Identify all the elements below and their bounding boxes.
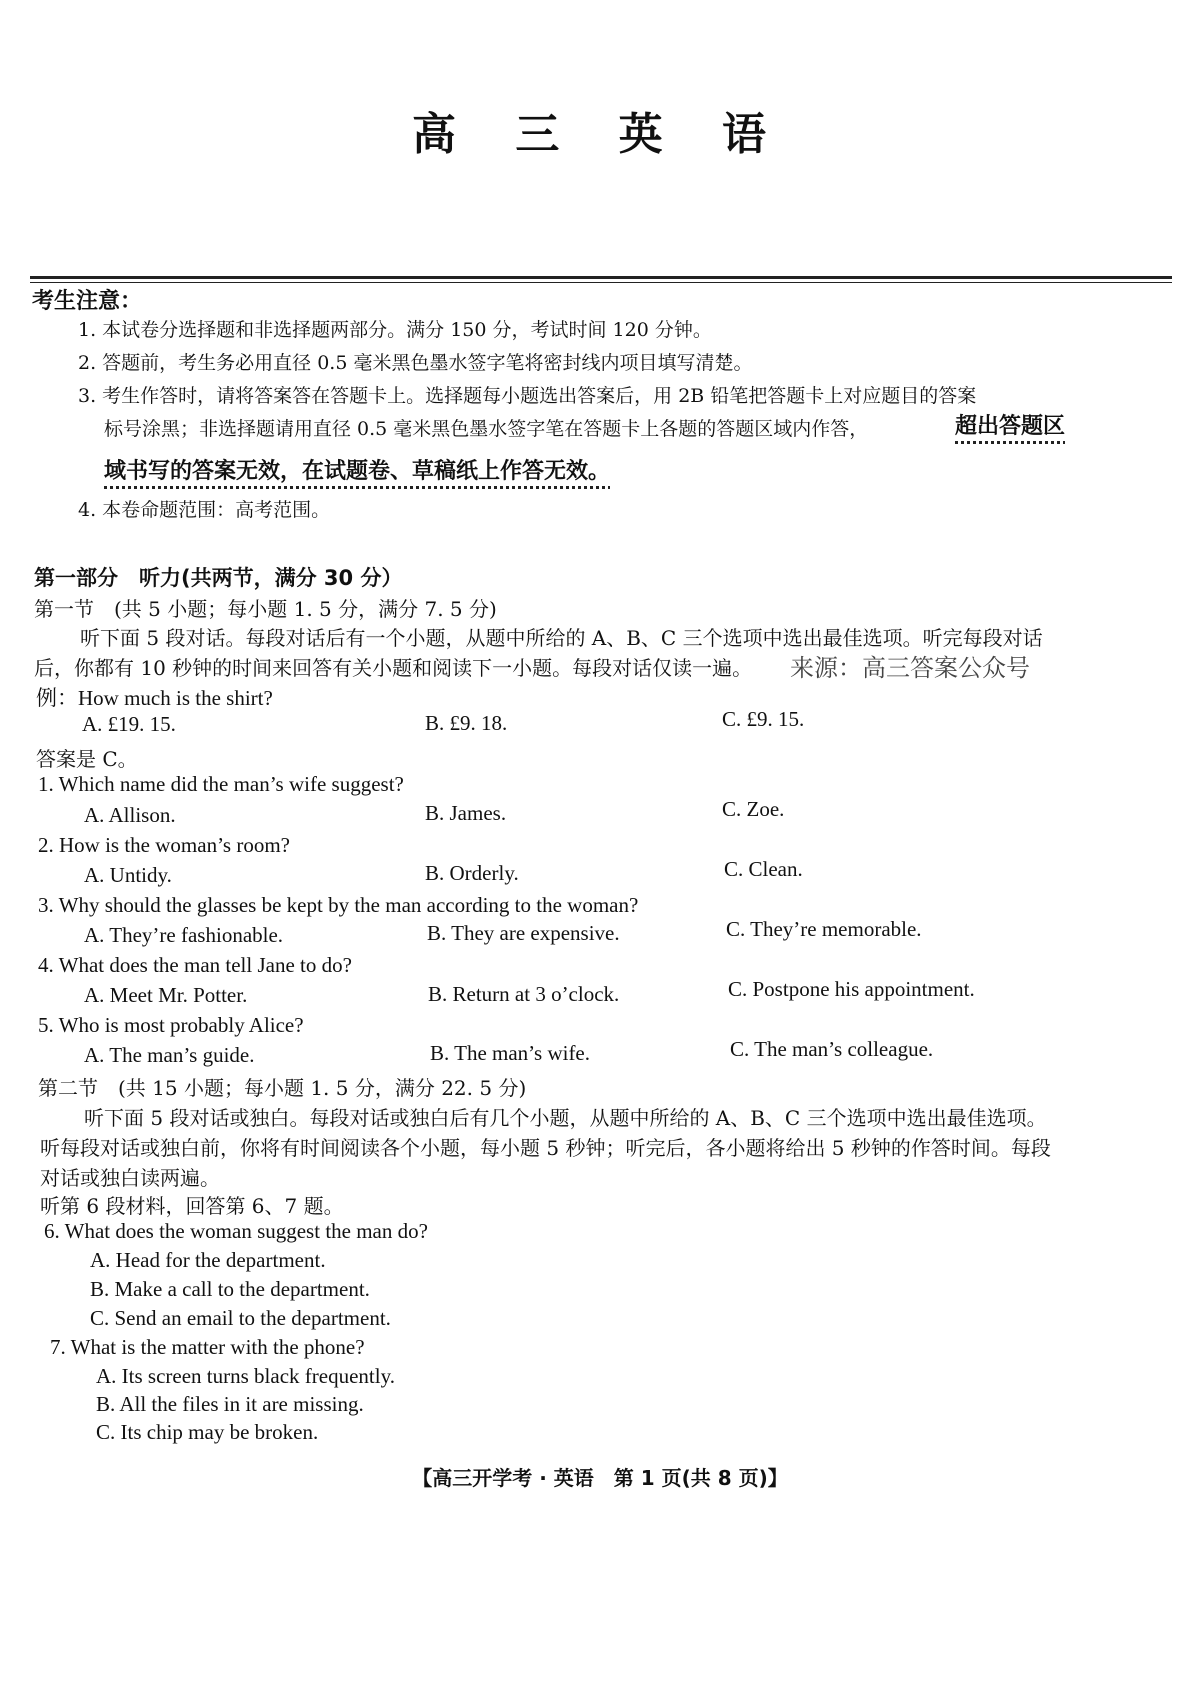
question-1: 1. Which name did the man’s wife suggest?	[38, 772, 404, 796]
q5-option-b: B. The man’s wife.	[430, 1041, 591, 1065]
notice-item-2: 2. 答题前，考生务必用直径 0.5 毫米黑色墨水签字笔将密封线内项目填写清楚。	[78, 352, 753, 374]
q3-option-a: A. They’re fashionable.	[84, 923, 284, 947]
section2-heading: 第二节 (共 15 小题；每小题 1. 5 分，满分 22. 5 分)	[38, 1076, 527, 1100]
notice-heading: 考生注意：	[32, 289, 143, 314]
part1-heading: 第一部分 听力(共两节，满分 30 分）	[34, 566, 403, 590]
q2-option-a: A. Untidy.	[84, 863, 172, 887]
section1-instructions-1: 听下面 5 段对话。每段对话后有一个小题，从题中所给的 A、B、C 三个选项中选出最佳选项。听完每段对话	[80, 626, 1043, 650]
page-footer: 【高三开学考 · 英语 第 1 页(共 8 页)】	[412, 1466, 788, 1490]
q4-option-a: A. Meet Mr. Potter.	[84, 983, 248, 1007]
section2-instructions-2: 听每段对话或独白前，你将有时间阅读各个小题，每小题 5 秒钟；听完后，各小题将给出 5 秒钟的作答时间。每段	[40, 1136, 1051, 1160]
q3-option-c: C. They’re memorable.	[726, 917, 922, 941]
q7-option-b: B. All the files in it are missing.	[96, 1392, 364, 1416]
q5-option-a: A. The man’s guide.	[84, 1043, 255, 1067]
source-watermark-text: 来源：高三答案公众号	[790, 654, 1030, 682]
notice-item-4: 4. 本卷命题范围：高考范围。	[78, 499, 331, 521]
q1-option-a: A. Allison.	[84, 803, 176, 827]
q2-option-c: C. Clean.	[724, 857, 803, 881]
question-6: 6. What does the woman suggest the man do?	[44, 1219, 428, 1243]
notice-emphasis-a: 超出答题区	[955, 414, 1066, 439]
q6-option-a: A. Head for the department.	[90, 1248, 326, 1272]
header-rule-thick	[30, 276, 1172, 279]
question-4: 4. What does the man tell Jane to do?	[38, 953, 352, 977]
section1-instructions-2: 后，你都有 10 秒钟的时间来回答有关小题和阅读下一小题。每段对话仅读一遍。	[34, 656, 753, 680]
q4-option-b: B. Return at 3 o’clock.	[428, 982, 620, 1006]
section1-heading: 第一节 (共 5 小题；每小题 1. 5 分，满分 7. 5 分)	[34, 597, 497, 621]
section2-instructions-1: 听下面 5 段对话或独白。每段对话或独白后有几个小题，从题中所给的 A、B、C 三个选项中选出最佳选项。	[84, 1106, 1047, 1130]
question-7: 7. What is the matter with the phone?	[50, 1335, 365, 1359]
notice-item-1: 1. 本试卷分选择题和非选择题两部分。满分 150 分，考试时间 120 分钟。	[78, 319, 712, 341]
page-title: 高 三 英 语	[412, 109, 788, 160]
q4-option-c: C. Postpone his appointment.	[728, 977, 975, 1001]
q3-option-b: B. They are expensive.	[427, 921, 620, 945]
notice-emphasis-b: 域书写的答案无效，在试题卷、草稿纸上作答无效。	[104, 459, 611, 484]
material-6-instruction: 听第 6 段材料，回答第 6、7 题。	[40, 1194, 344, 1218]
question-5: 5. Who is most probably Alice?	[38, 1013, 304, 1037]
notice-item-3-cont: 标号涂黑；非选择题请用直径 0.5 毫米黑色墨水签字笔在答题卡上各题的答题区域内作答，	[104, 418, 869, 440]
example-answer: 答案是 C。	[36, 747, 138, 771]
example-question: 例：How much is the shirt?	[36, 686, 273, 710]
example-option-c: C. £9. 15.	[722, 707, 805, 731]
q7-option-c: C. Its chip may be broken.	[96, 1420, 319, 1444]
q6-option-b: B. Make a call to the department.	[90, 1277, 370, 1301]
header-rule-thin	[30, 282, 1172, 283]
q2-option-b: B. Orderly.	[425, 861, 519, 885]
q1-option-b: B. James.	[425, 801, 507, 825]
notice-item-3: 3. 考生作答时，请将答案答在答题卡上。选择题每小题选出答案后，用 2B 铅笔把答题卡上对应题目的答案	[78, 385, 977, 407]
example-option-a: A. £19. 15.	[82, 712, 176, 736]
question-2: 2. How is the woman’s room?	[38, 833, 290, 857]
q5-option-c: C. The man’s colleague.	[730, 1037, 934, 1061]
q7-option-a: A. Its screen turns black frequently.	[96, 1364, 395, 1388]
q1-option-c: C. Zoe.	[722, 797, 785, 821]
q6-option-c: C. Send an email to the department.	[90, 1306, 391, 1330]
question-3: 3. Why should the glasses be kept by the man according to the woman?	[38, 893, 639, 917]
section2-instructions-3: 对话或独白读两遍。	[40, 1166, 220, 1190]
example-option-b: B. £9. 18.	[425, 711, 508, 735]
